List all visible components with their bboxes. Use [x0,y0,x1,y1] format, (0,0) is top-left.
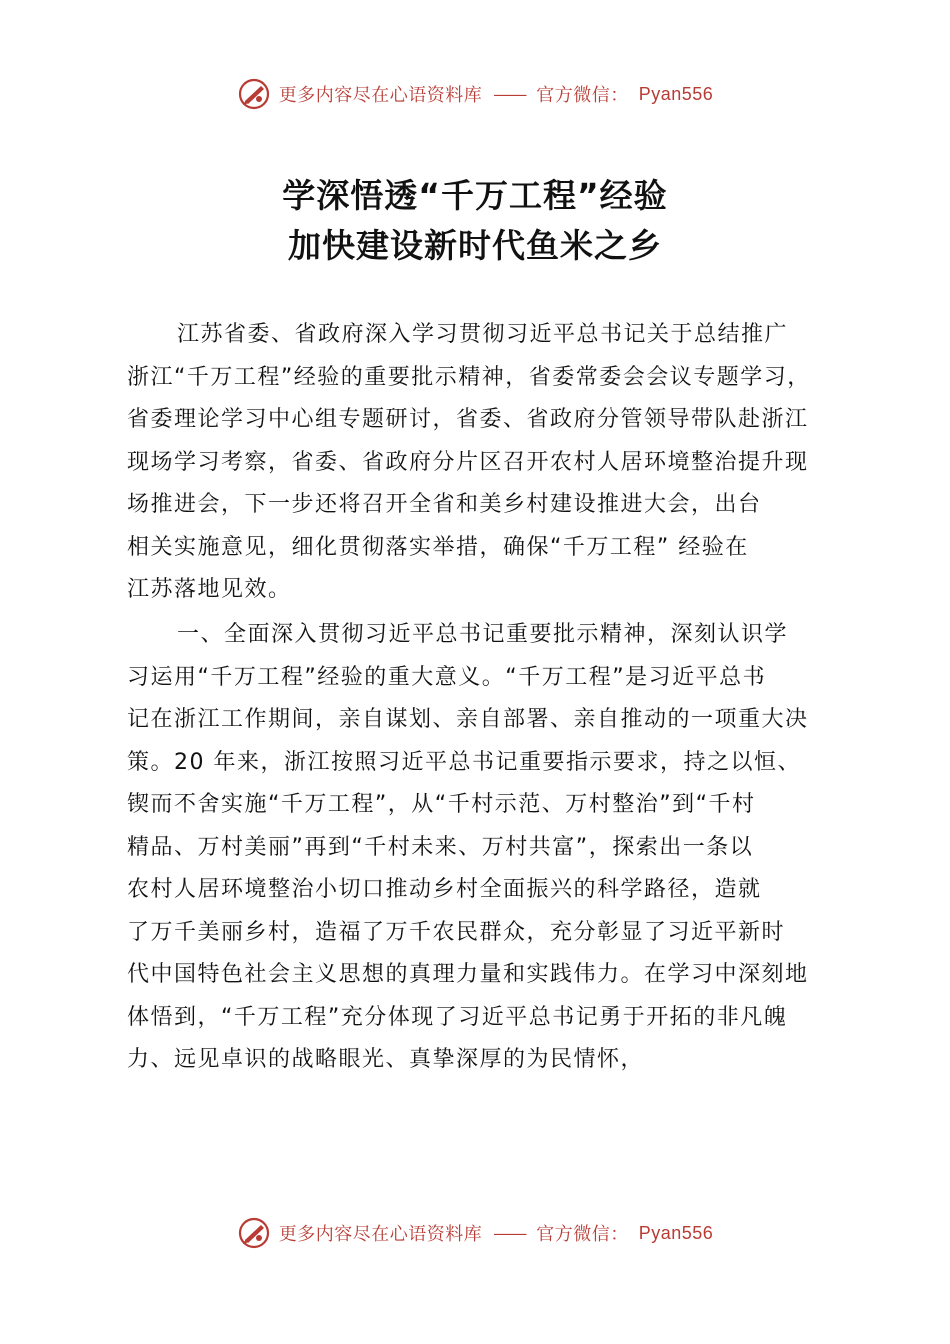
watermark-separator: —— [493,1222,526,1244]
watermark-separator: —— [493,83,526,105]
text-line: 精品、万村美丽”再到“千村未来、万村共富”，探索出一条以 [127,834,754,860]
text-line: 农村人居环境整治小切口推动乡村全面振兴的科学路径，造就 [127,877,762,902]
text-line: 代中国特色社会主义思想的真理力量和实践伟力。在学习中深刻地 [127,962,809,987]
document-title-line-2: 加快建设新时代鱼米之乡 [288,226,662,265]
text-line: 现场学习考察，省委、省政府分片区召开农村人居环境整治提升现 [127,449,809,475]
watermark-contact-id: Pyan556 [638,1222,714,1243]
text-line: 江苏落地见效。 [127,577,292,602]
text-line: 习运用“千万工程”经验的重大意义。“千万工程”是习近平总书 [127,664,767,690]
text-line: 体悟到，“千万工程”充分体现了习近平总书记勇于开拓的非凡魄 [127,1004,788,1030]
text-line: 记在浙江工作期间，亲自谋划、亲自部署、亲自推动的一项重大决 [127,707,809,732]
footer-watermark [0,1213,950,1253]
text-line: 江苏省委、省政府深入学习贯彻习近平总书记关于总结推广 [177,322,789,347]
pen-seal-logo-icon [237,1216,271,1250]
body-paragraph-1 [127,314,847,612]
text-line: 浙江“千万工程”经验的重要批示精神，省委常委会会议专题学习， [127,364,811,390]
watermark-contact-label: 官方微信： [536,85,629,106]
text-line: 了万千美丽乡村，造福了万千农民群众，充分彰显了习近平新时 [127,919,786,945]
body-paragraph-2 [127,614,847,1082]
text-line: 力、远见卓识的战略眼光、真挚深厚的为民情怀， [127,1047,645,1072]
text-line: 省委理论学习中心组专题研讨，省委、省政府分管领导带队赴浙江 [127,407,809,432]
watermark-contact-id: Pyan556 [638,83,714,104]
text-line: 一、全面深入贯彻习近平总书记重要批示精神，深刻认识学 [177,622,789,647]
watermark-brand-text: 更多内容尽在心语资料库 [278,1224,483,1245]
watermark-brand-text: 更多内容尽在心语资料库 [278,85,483,106]
document-title-line-1: 学深悟透“千万工程”经验 [282,176,668,215]
text-line: 相关实施意见，细化贯彻落实举措，确保“千万工程” 经验在 [127,534,749,560]
text-line: 策。20 年来，浙江按照习近平总书记重要指示要求，持之以恒、 [127,749,801,775]
watermark-contact-label: 官方微信： [536,1224,629,1245]
header-watermark [0,74,950,114]
pen-seal-logo-icon [237,77,271,111]
text-line: 场推进会，下一步还将召开全省和美乡村建设推进大会，出台 [127,492,762,517]
text-line: 锲而不舍实施“千万工程”，从“千村示范、万村整治”到“千村 [127,792,756,817]
